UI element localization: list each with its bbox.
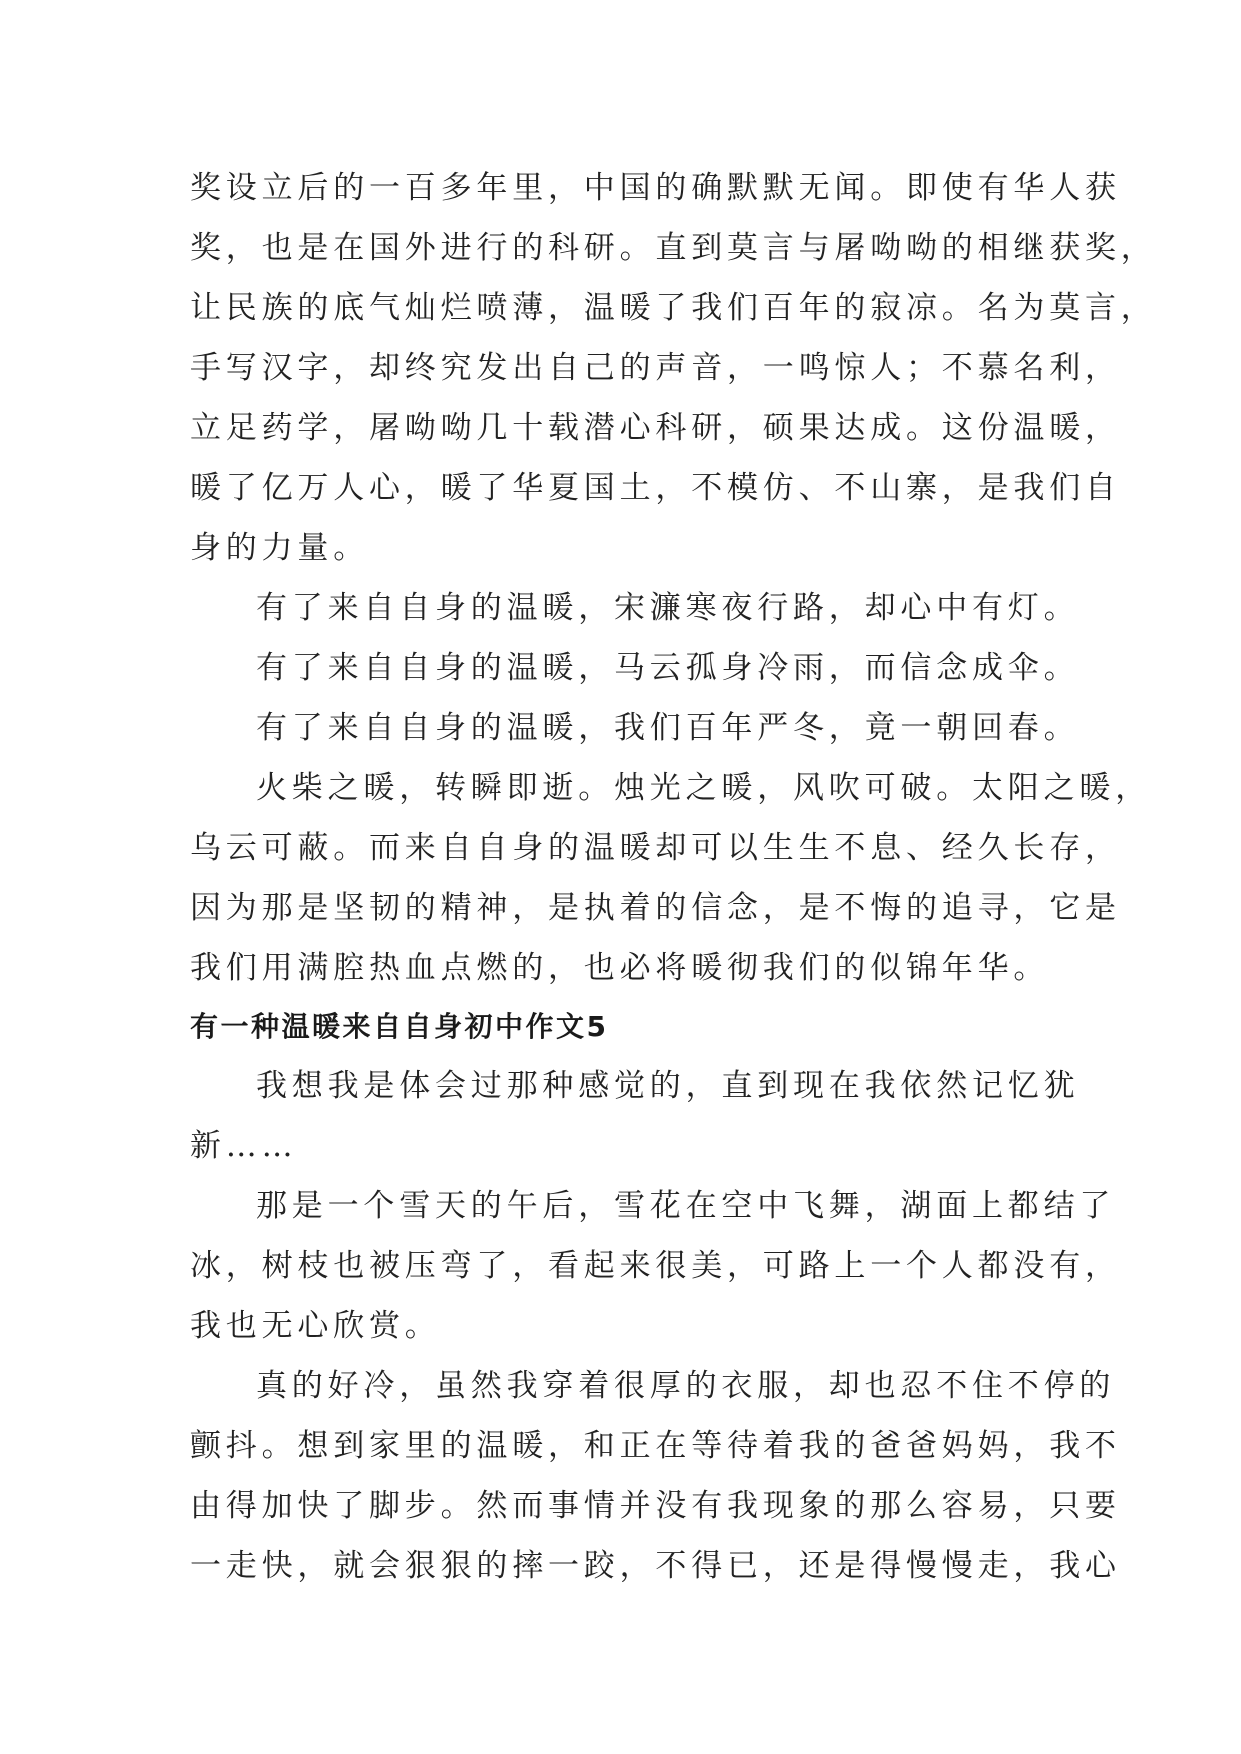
text-line: 因为那是坚韧的精神，是执着的信念，是不悔的追寻，它是 [190,890,1121,926]
document-body [190,158,1157,1596]
paragraph-snow [190,1176,1121,1356]
text-line: 火柴之暖，转瞬即逝。烛光之暖，风吹可破。太阳之暖， [256,770,1151,806]
text-line: 乌云可蔽。而来自自身的温暖却可以生生不息、经久长存， [190,830,1121,866]
text-line: 我们用满腔热血点燃的，也必将暖彻我们的似锦年华。 [190,950,1050,986]
text-line: 新…… [190,1128,298,1164]
text-line: 我想我是体会过那种感觉的，直到现在我依然记忆犹 [256,1068,1080,1104]
text-line: 暖了亿万人心，暖了华夏国土，不模仿、不山寨，是我们自 [190,470,1121,506]
paragraph-nobel [190,158,1157,578]
text-line: 冰，树枝也被压弯了，看起来很美，可路上一个人都没有， [190,1248,1121,1284]
text-line: 身的力量。 [190,530,369,566]
paragraph-cold [190,1356,1121,1596]
text-line: 奖，也是在国外进行的科研。直到莫言与屠呦呦的相继获奖， [190,230,1157,266]
text-line: 真的好冷，虽然我穿着很厚的衣服，却也忍不住不停的 [256,1368,1116,1404]
paragraph-memory [190,1056,1080,1176]
text-line: 我也无心欣赏。 [190,1308,441,1344]
text-line: 那是一个雪天的午后，雪花在空中飞舞，湖面上都结了 [256,1188,1116,1224]
text-line: 让民族的底气灿烂喷薄，温暖了我们百年的寂凉。名为莫言， [190,290,1157,326]
text-line: 奖设立后的一百多年里，中国的确默默无闻。即使有华人获 [190,170,1121,206]
text-line: 立足药学，屠呦呦几十载潜心科研，硕果达成。这份温暖， [190,410,1121,446]
text-line: 手写汉字，却终究发出自己的声音，一鸣惊人；不慕名利， [190,350,1121,386]
paragraph-conclusion [190,758,1151,998]
text-line: 由得加快了脚步。然而事情并没有我现象的那么容易，只要 [190,1488,1121,1524]
paragraph-songlian: 有了来自自身的温暖，宋濂寒夜行路，却心中有灯。 [256,590,1080,626]
text-line: 一走快，就会狠狠的摔一跤，不得已，还是得慢慢走，我心 [190,1548,1121,1584]
paragraph-spring: 有了来自自身的温暖，我们百年严冬，竟一朝回春。 [256,710,1080,746]
text-line: 颤抖。想到家里的温暖，和正在等待着我的爸爸妈妈，我不 [190,1428,1121,1464]
paragraph-mayun: 有了来自自身的温暖，马云孤身冷雨，而信念成伞。 [256,650,1080,686]
section-title: 有一种温暖来自自身初中作文5 [190,1010,609,1043]
